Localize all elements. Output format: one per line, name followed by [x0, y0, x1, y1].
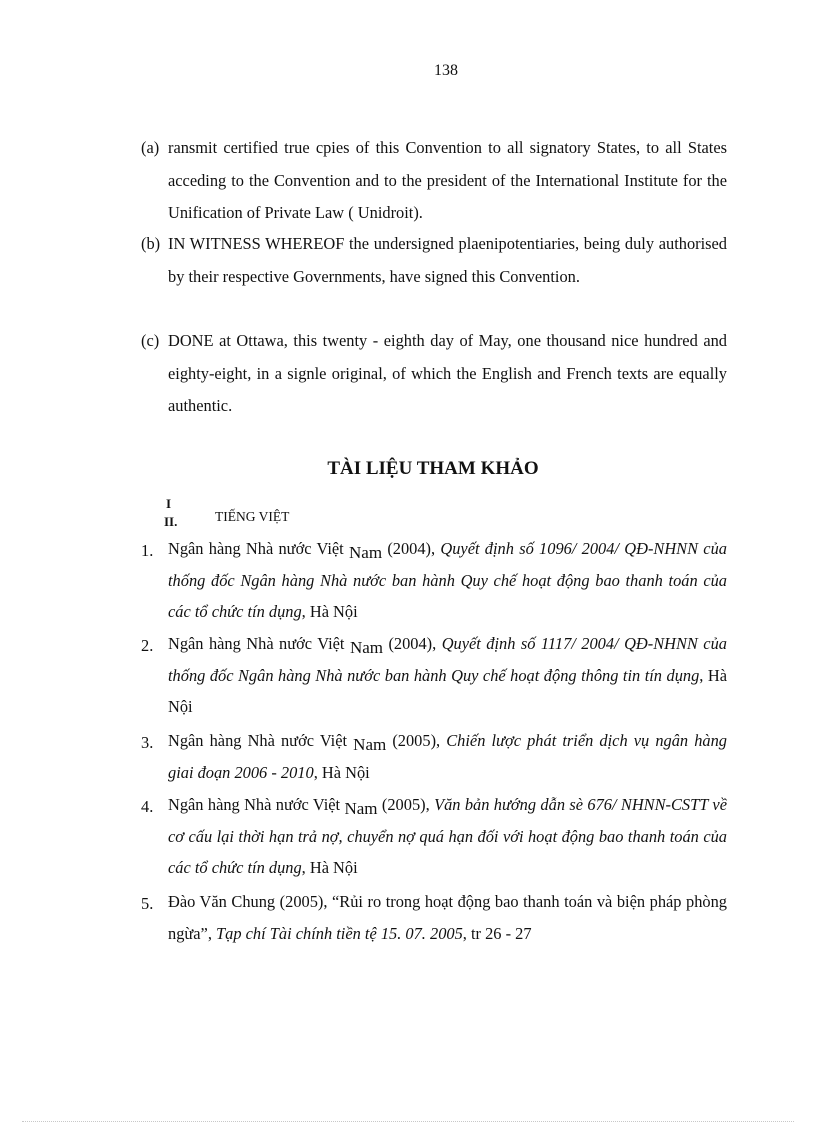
reference-author-tail: Nam: [344, 799, 378, 818]
reference-item: [141, 886, 727, 949]
clause-text: IN WITNESS WHEREOF the undersigned plaenipotentiaries, being duly authorised by their respective Governments, have signed this Convention.: [168, 234, 727, 286]
reference-number: 5.: [141, 894, 154, 913]
section-mark-number: II.: [164, 514, 178, 529]
reference-item: [141, 789, 727, 884]
reference-author: Ngân hàng Nhà nước Việt: [168, 634, 345, 653]
bottom-rule: [22, 1121, 794, 1122]
reference-year: (2005),: [386, 731, 447, 750]
reference-rest: , Hà Nội: [313, 762, 370, 782]
reference-author-tail: Nam: [349, 638, 383, 657]
reference-author-tail: Nam: [349, 543, 383, 562]
reference-item: [141, 725, 727, 788]
page-number: 138: [434, 62, 458, 79]
reference-title: Tạp chí Tài chính tiền tệ 15. 07. 2005: [216, 923, 463, 943]
reference-title: Chiến lược phát triển dịch vụ ngân hàng giai đoạn 2006 - 2010: [168, 731, 727, 782]
references-heading: TÀI LIỆU THAM KHẢO: [327, 458, 539, 479]
reference-rest: , Hà Nội: [301, 858, 358, 877]
section-title: TIẾNG VIỆT: [215, 509, 290, 524]
reference-year: (2004),: [382, 539, 441, 558]
reference-item: [141, 628, 727, 723]
reference-title: Quyết định số 1117/ 2004/ QĐ-NHNN của thống đốc Ngân hàng Nhà nước ban hành Quy chế hoạt động thông tin tín dụng: [168, 634, 727, 685]
reference-year: (2005),: [377, 795, 435, 814]
reference-author-tail: Nam: [353, 735, 387, 754]
reference-title: Văn bản hướng dẫn sè 676/ NHNN-CSTT về cơ cấu lại thời hạn trả nợ, chuyển nợ quá hạn đối với hoạt động bao thanh toán của các tổ chức tín dụng: [168, 795, 727, 877]
reference-title: Quyết định số 1096/ 2004/ QĐ-NHNN của thống đốc Ngân hàng Nhà nước ban hành Quy chế hoạt động bao thanh toán của các tổ chức tín dụng: [168, 539, 727, 621]
clause-label: (a): [141, 138, 160, 157]
clause-a: [141, 132, 727, 230]
reference-author: Ngân hàng Nhà nước Việt: [168, 795, 341, 814]
reference-number: 4.: [141, 797, 154, 816]
section-mark-top: I: [166, 496, 172, 511]
reference-rest: , Hà Nội: [168, 665, 728, 716]
reference-number: 1.: [141, 541, 154, 560]
reference-rest: , Hà Nội: [301, 602, 358, 621]
reference-number: 3.: [141, 733, 154, 752]
clause-c: [141, 325, 727, 423]
clause-text: ransmit certified true cpies of this Convention to all signatory States, to all States acceding to the Convention and to the president of the International Institute for the Unification of Private Law ( Unidroit).: [168, 138, 727, 222]
reference-year: (2004),: [382, 634, 442, 653]
clause-label: (b): [141, 234, 161, 253]
reference-author: Đào Văn Chung: [168, 892, 276, 911]
reference-number: 2.: [141, 636, 154, 655]
clause-b: [141, 228, 727, 293]
reference-author: Ngân hàng Nhà nước Việt: [168, 731, 348, 750]
reference-year: (2005),: [275, 892, 333, 911]
reference-item: [141, 533, 727, 628]
reference-author: Ngân hàng Nhà nước Việt: [168, 539, 344, 558]
clause-label: (c): [141, 331, 160, 350]
reference-rest: , tr 26 - 27: [462, 923, 532, 943]
reference-title-plain: “Rủi ro trong hoạt động bao thanh toán và biện pháp phòng ngừa”,: [168, 892, 727, 943]
clause-text: DONE at Ottawa, this twenty - eighth day of May, one thousand nice hundred and eighty-eight, in a signle original, of which the English and French texts are equally authentic.: [168, 331, 727, 415]
